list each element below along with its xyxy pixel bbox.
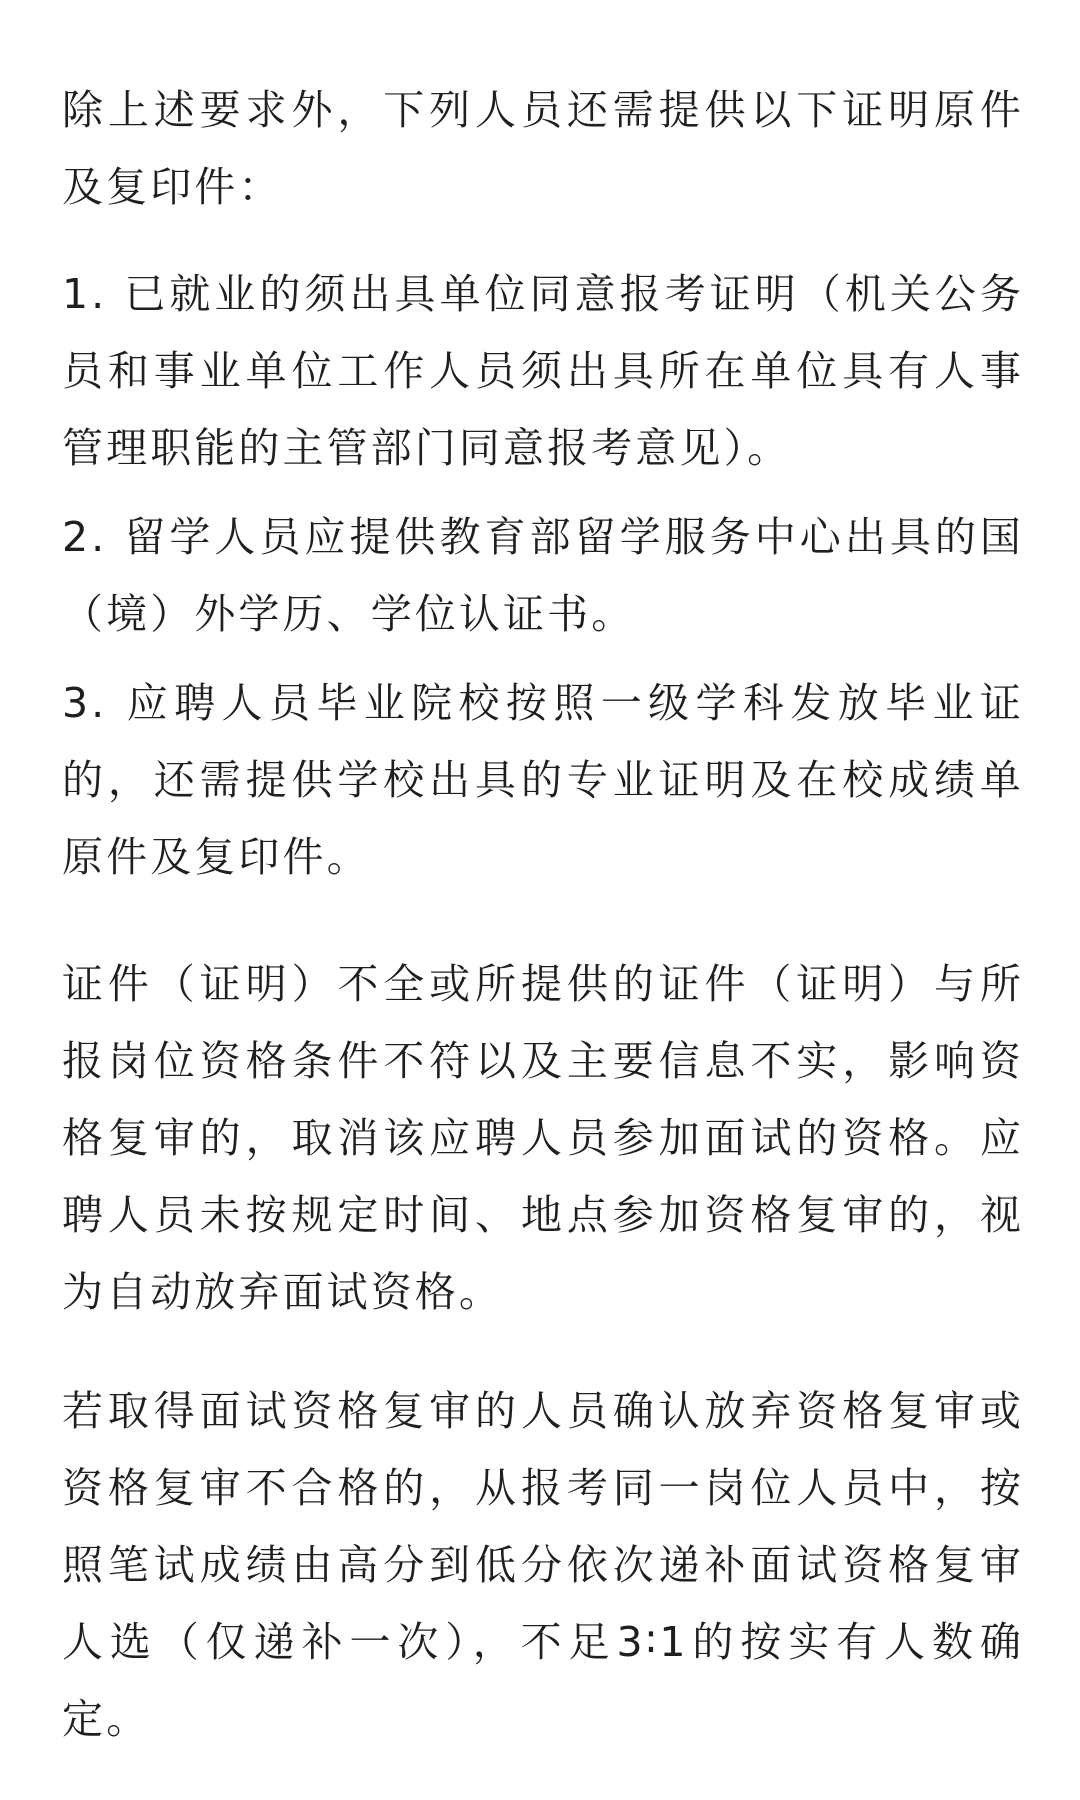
disqualification-paragraph: 证件（证明）不全或所提供的证件（证明）与所报岗位资格条件不符以及主要信息不实，影响资格复审的，取消该应聘人员参加面试的资格。应聘人员未按规定时间、地点参加资格复审的，视为自动放弃面试资格。 [62, 960, 1024, 1316]
requirement-item-1: 1. 已就业的须出具单位同意报考证明（机关公务员和事业单位工作人员须出具所在单位具有人事管理职能的主管部门同意报考意见）。 [62, 270, 1024, 472]
requirement-item-3: 3. 应聘人员毕业院校按照一级学科发放毕业证的，还需提供学校出具的专业证明及在校成绩单原件及复印件。 [62, 679, 1024, 881]
intro-text: 除上述要求外，下列人员还需提供以下证明原件及复印件： [62, 86, 1024, 211]
replacement-paragraph: 若取得面试资格复审的人员确认放弃资格复审或资格复审不合格的，从报考同一岗位人员中，按照笔试成绩由高分到低分依次递补面试资格复审人选（仅递补一次），不足3∶1的按实有人数确定。 [62, 1387, 1024, 1743]
requirement-item-2: 2. 留学人员应提供教育部留学服务中心出具的国（境）外学历、学位认证书。 [62, 513, 1024, 638]
